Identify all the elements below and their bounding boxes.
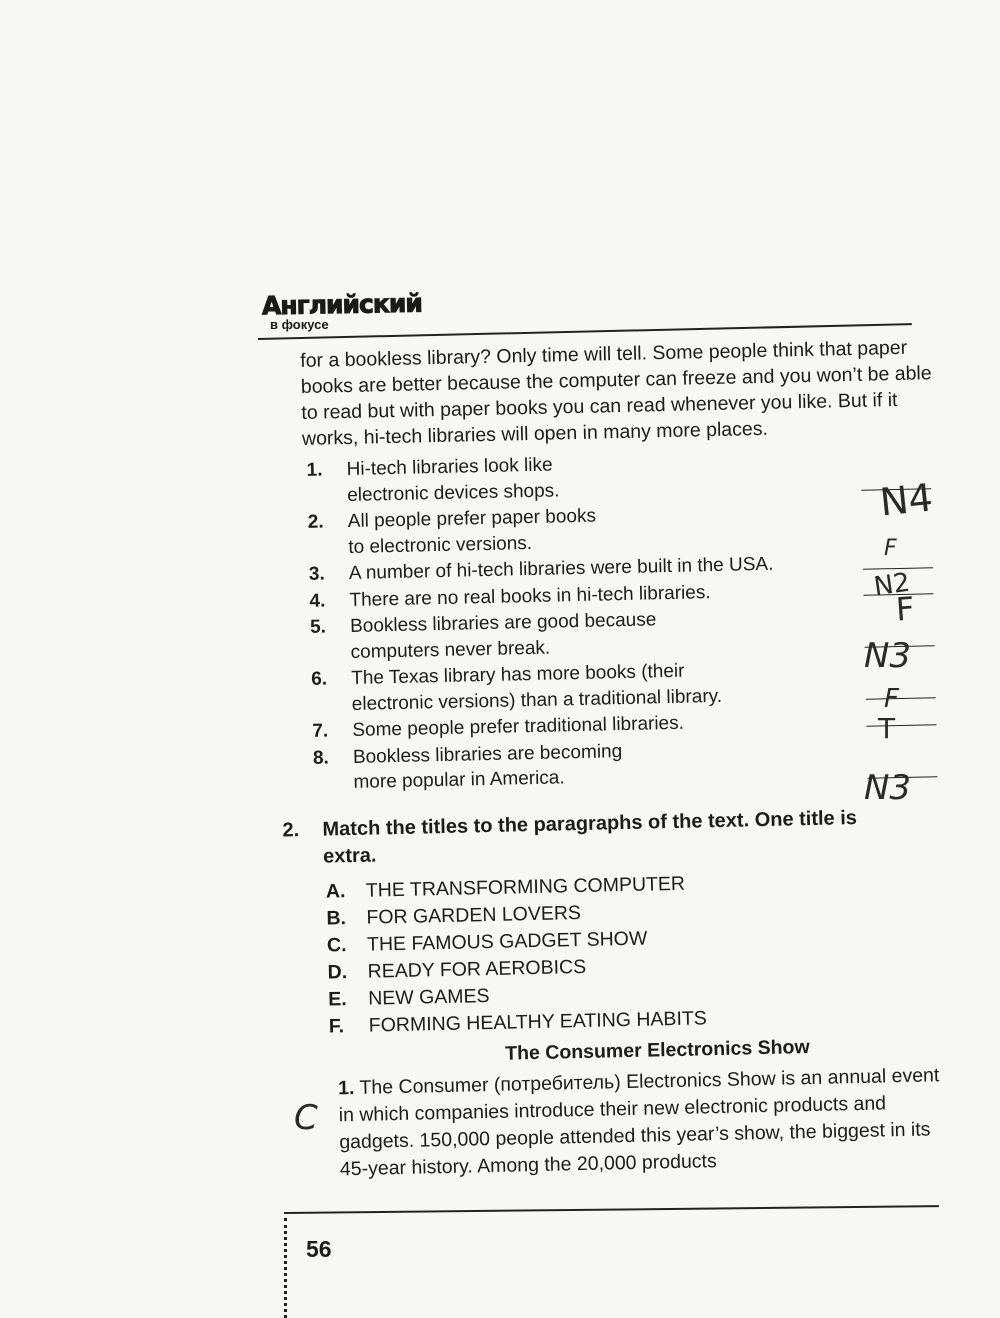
title-letter: C. [326,933,347,957]
statement-line: electronic devices shops. [346,479,560,506]
brand-logo [261,288,423,338]
statement-number: 2. [307,511,324,533]
intro-paragraph: for a bookless library? Only time will tell. Some people think that paper books are better because the computer can freeze and you won’t be able to read but with paper books you can read whenever you like. But if it works, hi-tech libraries will open in many more places. [300,336,932,450]
paragraph-body: The Consumer (потребитель) Electronics Show is an annual event in which companies introduce their new electronic products and gadgets. 150,000 people attended this year’s show, the biggest in its 45-year history. Among the 20,000 products [338,1063,940,1180]
statement-line: Some people prefer traditional libraries. [352,712,685,741]
statement-line: electronic versions) than a traditional library. [351,685,723,715]
title-letter: D. [327,960,348,984]
title-text: FOR GARDEN LOVERS [366,901,582,929]
handwritten-answer: T [878,712,896,745]
task-instruction-line: extra. [322,843,377,868]
task-instruction-line: Match the titles to the paragraphs of the text. One title is [322,806,858,841]
statement-line: Bookless libraries are becoming [352,740,623,768]
title-letter: A. [325,879,346,903]
brand-subtitle: в фокусе [270,317,329,332]
reading-text-heading: The Consumer Electronics Show [504,1035,810,1065]
handwritten-answer: N3 [864,768,912,808]
statement-number: 7. [312,720,329,742]
title-letter: B. [326,906,347,930]
handwritten-answer: F [884,536,897,561]
title-letter: E. [327,987,347,1011]
title-text: NEW GAMES [367,984,490,1010]
statement-line: There are no real books in hi-tech libraries. [349,581,711,611]
handwritten-answer: N3 [864,636,912,676]
brand-title: Английский [261,288,423,321]
statement-line: All people prefer paper books [347,505,597,532]
statement-number: 5. [309,616,327,638]
footer-divider [284,1205,939,1214]
title-letter: F. [328,1014,345,1038]
statement-number: 8. [312,746,330,769]
title-text: THE FAMOUS GADGET SHOW [366,927,648,956]
handwritten-answer: F [884,684,899,714]
titles-list [312,864,955,1040]
statement-number: 1. [306,459,323,481]
statement-number: 4. [309,590,326,612]
statement-line: to electronic versions. [348,532,533,558]
reading-paragraph-1 [316,1061,958,1183]
statement-number: 3. [308,563,326,585]
statement-line: more popular in America. [353,767,565,793]
title-text: FORMING HEALTHY EATING HABITS [368,1006,707,1037]
statement-line: The Texas library has more books (their [350,660,685,689]
statement-line: computers never break. [350,637,551,663]
page-body [282,334,958,1183]
handwritten-answer: F [894,589,916,629]
paragraph-number: 1. [337,1076,355,1099]
handwritten-answer: C [294,1098,318,1138]
statement-line: Hi-tech libraries look like [346,454,553,481]
statement-number: 6. [311,668,328,690]
title-text: THE TRANSFORMING COMPUTER [365,872,686,902]
dotted-margin [284,1218,287,1318]
page-number: 56 [306,1236,332,1262]
statement-line: A number of hi-tech libraries were built in the USA. [348,553,774,584]
statement-line: Bookless libraries are good because [349,609,657,637]
handwritten-answer: N2 [872,567,912,603]
title-text: READY FOR AEROBICS [367,955,587,983]
statements-list [302,444,949,796]
task-2-instruction [282,802,951,870]
handwritten-answer: N4 [877,475,935,525]
task-number: 2. [282,818,300,841]
